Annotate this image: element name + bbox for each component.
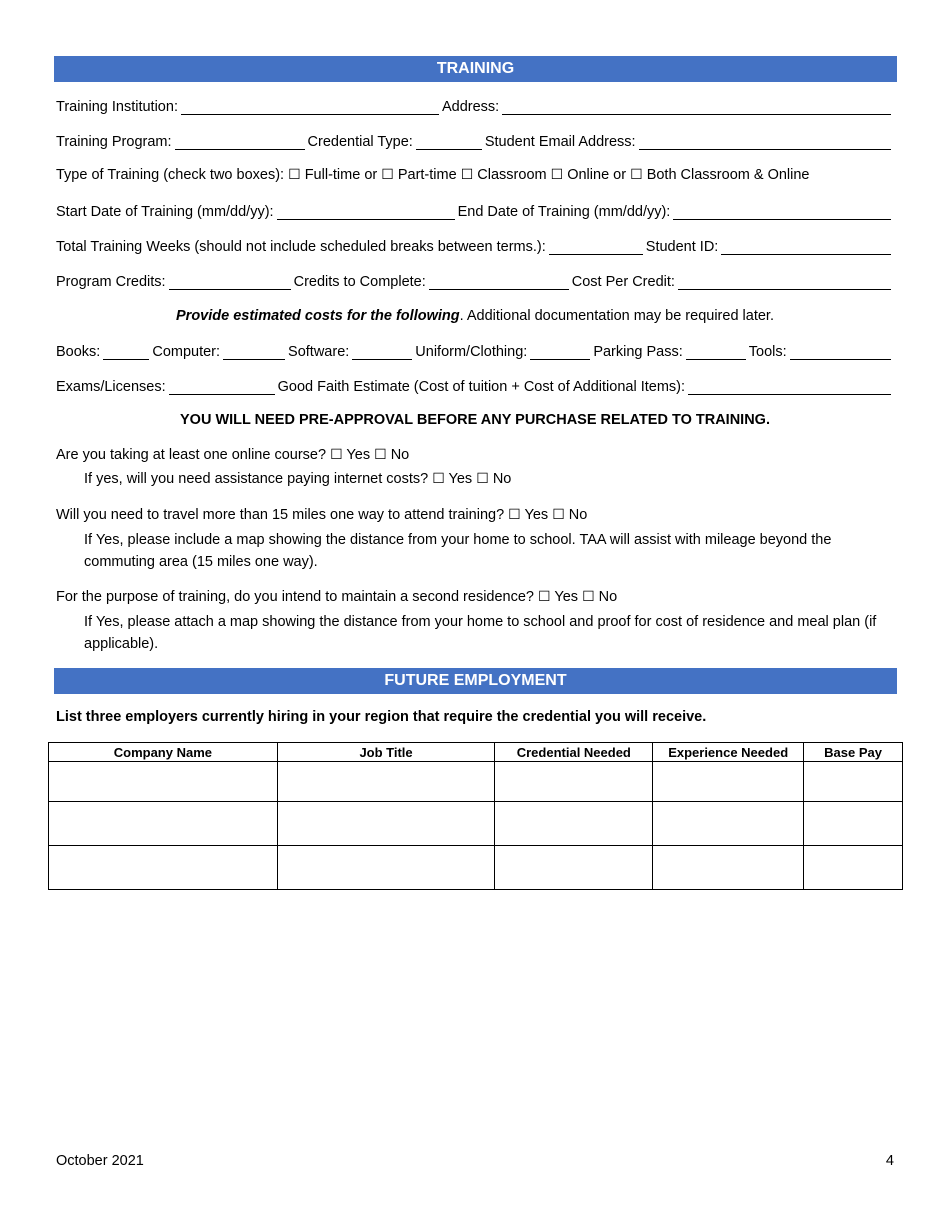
weeks-label: Total Training Weeks (should not include scheduled breaks between terms.): — [56, 239, 546, 255]
company-name-header: Company Name — [49, 743, 278, 762]
company-name-cell[interactable] — [49, 802, 278, 846]
student-id-field[interactable] — [721, 239, 891, 255]
page-number: 4 — [885, 1153, 894, 1169]
program-credits-field[interactable] — [169, 274, 291, 290]
good-faith-field[interactable] — [688, 379, 891, 395]
full-time-label: Full-time or — [304, 167, 378, 183]
internet-question — [84, 471, 511, 487]
end-date-label: End Date of Training (mm/dd/yy): — [457, 204, 671, 220]
classroom-checkbox[interactable]: ☐ — [460, 167, 474, 183]
credential-needed-cell[interactable] — [495, 846, 653, 890]
credential-needed-header: Credential Needed — [495, 743, 653, 762]
travel-text: Will you need to travel more than 15 miles one way to attend training? — [56, 507, 505, 523]
residence-text: For the purpose of training, do you intend to maintain a second residence? — [56, 589, 534, 605]
no-label: No — [492, 471, 512, 487]
computer-field[interactable] — [223, 344, 285, 360]
item-costs-row — [56, 340, 894, 360]
table-row — [49, 802, 903, 846]
experience-needed-cell[interactable] — [653, 802, 804, 846]
institution-label: Training Institution: — [56, 99, 178, 115]
cost-per-credit-label: Cost Per Credit: — [571, 274, 675, 290]
no-label: No — [598, 589, 618, 605]
parking-field[interactable] — [686, 344, 746, 360]
email-label: Student Email Address: — [484, 134, 636, 150]
credential-type-field[interactable] — [416, 134, 482, 150]
no-label: No — [568, 507, 588, 523]
travel-yes-checkbox[interactable]: ☐ — [508, 507, 521, 523]
base-pay-cell[interactable] — [804, 762, 903, 802]
experience-needed-header: Experience Needed — [653, 743, 804, 762]
online-course-question — [56, 447, 409, 463]
address-field[interactable] — [502, 99, 891, 115]
tools-field[interactable] — [790, 344, 891, 360]
table-row — [49, 762, 903, 802]
online-label: Online or — [567, 167, 627, 183]
residence-question — [56, 589, 617, 605]
both-label: Both Classroom & Online — [646, 167, 810, 183]
training-type-label: Type of Training (check two boxes): — [56, 167, 285, 183]
footer-date: October 2021 — [56, 1153, 144, 1169]
books-field[interactable] — [103, 344, 149, 360]
classroom-label: Classroom — [477, 167, 547, 183]
credits-to-complete-label: Credits to Complete: — [293, 274, 426, 290]
address-label: Address: — [441, 99, 500, 115]
employers-table — [48, 742, 903, 890]
residence-yes-checkbox[interactable]: ☐ — [538, 589, 551, 605]
start-date-field[interactable] — [277, 204, 455, 220]
credits-to-complete-field[interactable] — [429, 274, 569, 290]
cost-per-credit-field[interactable] — [678, 274, 891, 290]
uniform-field[interactable] — [530, 344, 590, 360]
residence-note: If Yes, please attach a map showing the distance from your home to school and proof for cost of residence and meal plan (if applicable). — [84, 614, 877, 652]
good-faith-label: Good Faith Estimate (Cost of tuition + Cost of Additional Items): — [277, 379, 686, 395]
experience-needed-cell[interactable] — [653, 762, 804, 802]
credential-needed-cell[interactable] — [495, 762, 653, 802]
costs-intro-rest: . Additional documentation may be required later. — [459, 308, 774, 324]
job-title-cell[interactable] — [277, 846, 495, 890]
tools-label: Tools: — [748, 344, 787, 360]
costs-intro — [0, 308, 950, 324]
travel-note: If Yes, please include a map showing the distance from your home to school. TAA will assist with mileage beyond the commuting area (15 miles one way). — [84, 532, 832, 570]
yes-label: Yes — [448, 471, 473, 487]
pre-approval-notice: YOU WILL NEED PRE-APPROVAL BEFORE ANY PURCHASE RELATED TO TRAINING. — [180, 412, 770, 428]
student-id-label: Student ID: — [645, 239, 719, 255]
software-field[interactable] — [352, 344, 412, 360]
base-pay-cell[interactable] — [804, 846, 903, 890]
experience-needed-cell[interactable] — [653, 846, 804, 890]
books-label: Books: — [56, 344, 101, 360]
weeks-row — [56, 235, 894, 255]
exams-field[interactable] — [169, 379, 275, 395]
credential-needed-cell[interactable] — [495, 802, 653, 846]
dates-row — [56, 200, 894, 220]
travel-no-checkbox[interactable]: ☐ — [552, 507, 565, 523]
institution-field[interactable] — [181, 99, 439, 115]
online-course-yes-checkbox[interactable]: ☐ — [330, 447, 343, 463]
institution-row — [56, 95, 894, 115]
no-label: No — [390, 447, 410, 463]
employment-header: FUTURE EMPLOYMENT — [54, 668, 897, 694]
yes-label: Yes — [554, 589, 579, 605]
internet-no-checkbox[interactable]: ☐ — [476, 471, 489, 487]
computer-label: Computer: — [152, 344, 221, 360]
part-time-checkbox[interactable]: ☐ — [381, 167, 394, 183]
email-field[interactable] — [639, 134, 891, 150]
travel-question — [56, 507, 587, 523]
training-header: TRAINING — [54, 56, 897, 82]
online-checkbox[interactable]: ☐ — [550, 167, 564, 183]
training-type-row — [56, 167, 809, 183]
both-checkbox[interactable]: ☐ — [630, 167, 643, 183]
base-pay-header: Base Pay — [804, 743, 903, 762]
job-title-cell[interactable] — [277, 762, 495, 802]
program-field[interactable] — [175, 134, 305, 150]
employment-instruction: List three employers currently hiring in your region that require the credential you will receive. — [56, 709, 707, 725]
internet-yes-checkbox[interactable]: ☐ — [432, 471, 445, 487]
start-date-label: Start Date of Training (mm/dd/yy): — [56, 204, 274, 220]
exams-row — [56, 375, 894, 395]
costs-intro-emphasis: Provide estimated costs for the following — [176, 308, 460, 324]
parking-label: Parking Pass: — [593, 344, 683, 360]
table-header-row — [49, 743, 903, 762]
weeks-field[interactable] — [549, 239, 643, 255]
yes-label: Yes — [346, 447, 371, 463]
full-time-checkbox[interactable]: ☐ — [288, 167, 301, 183]
software-label: Software: — [288, 344, 350, 360]
company-name-cell[interactable] — [49, 846, 278, 890]
online-course-no-checkbox[interactable]: ☐ — [374, 447, 387, 463]
residence-no-checkbox[interactable]: ☐ — [582, 589, 595, 605]
online-course-text: Are you taking at least one online course? — [56, 447, 327, 463]
uniform-label: Uniform/Clothing: — [415, 344, 528, 360]
yes-label: Yes — [524, 507, 549, 523]
program-label: Training Program: — [56, 134, 172, 150]
program-credits-label: Program Credits: — [56, 274, 166, 290]
job-title-header: Job Title — [277, 743, 495, 762]
exams-label: Exams/Licenses: — [56, 379, 166, 395]
job-title-cell[interactable] — [277, 802, 495, 846]
program-row — [56, 130, 894, 150]
end-date-field[interactable] — [673, 204, 891, 220]
table-row — [49, 846, 903, 890]
credits-row — [56, 270, 894, 290]
internet-text: If yes, will you need assistance paying internet costs? — [84, 471, 429, 487]
company-name-cell[interactable] — [49, 762, 278, 802]
part-time-label: Part-time — [397, 167, 457, 183]
base-pay-cell[interactable] — [804, 802, 903, 846]
credential-type-label: Credential Type: — [307, 134, 413, 150]
